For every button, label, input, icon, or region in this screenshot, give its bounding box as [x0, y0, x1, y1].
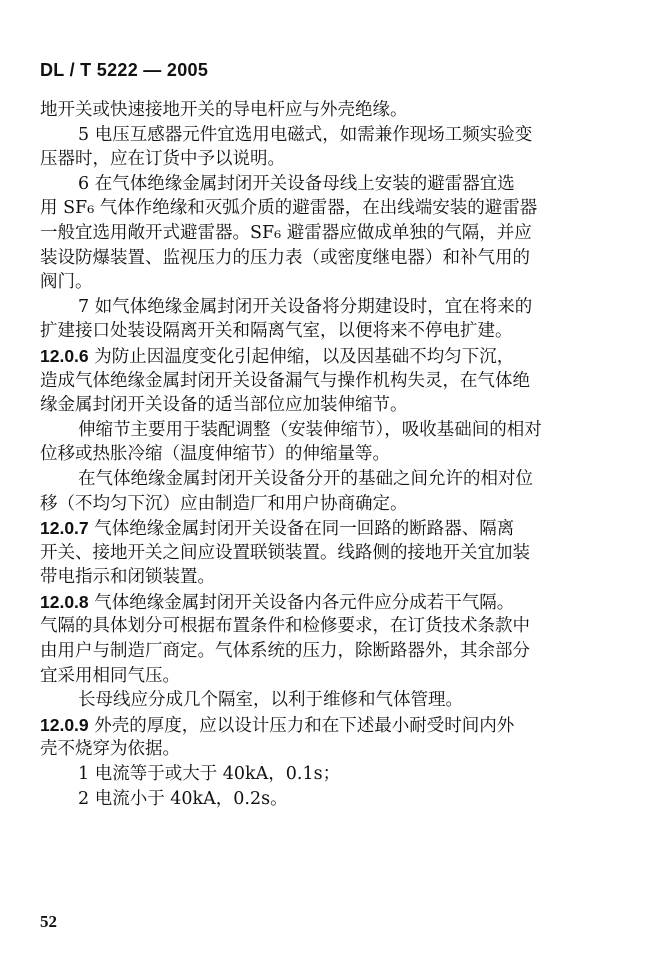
line-text: 7 如气体绝缘金属封闭开关设备将分期建设时，宜在将来的 [78, 296, 533, 317]
text-line [40, 737, 632, 762]
text-line [40, 787, 632, 812]
text-line [40, 246, 632, 271]
line-text: 用 SF₆ 气体作绝缘和灭弧介质的避雷器，在出线端安装的避雷器 [40, 198, 538, 219]
text-line [40, 688, 632, 713]
line-text: 带电指示和闭锁装置。 [40, 567, 215, 588]
line-text: 开关、接地开关之间应设置联锁装置。线路侧的接地开关宜加装 [40, 542, 530, 563]
line-text: 1 电流等于或大于 40kA，0.1s； [78, 764, 341, 785]
clause-number: 12.0.8 [40, 591, 89, 612]
line-text: 扩建接口处装设隔离开关和隔离气室，以便将来不停电扩建。 [40, 321, 513, 342]
document-code-header: DL / T 5222 — 2005 [40, 60, 209, 80]
text-line [40, 442, 632, 467]
text-line [40, 565, 632, 590]
text-line [40, 123, 632, 148]
text-line [40, 713, 632, 738]
clause-number: 12.0.9 [40, 714, 89, 735]
text-line [40, 98, 632, 123]
line-text: 在气体绝缘金属封闭开关设备分开的基础之间允许的相对位 [78, 468, 533, 489]
clause-number: 12.0.7 [40, 518, 89, 539]
line-text: 气体绝缘金属封闭开关设备在同一回路的断路器、隔离 [88, 519, 515, 540]
text-line [40, 319, 632, 344]
text-line [40, 393, 632, 418]
line-text: 伸缩节主要用于装配调整（安装伸缩节），吸收基础间的相对 [78, 419, 542, 440]
text-line [40, 467, 632, 492]
line-text: 5 电压互感器元件宜选用电磁式，如需兼作现场工频实验变 [78, 124, 533, 145]
body-text [40, 98, 632, 811]
text-line [40, 541, 632, 566]
line-text: 6 在气体绝缘金属封闭开关设备母线上安装的避雷器宜选 [78, 173, 515, 194]
text-line [40, 639, 632, 664]
text-line [40, 196, 632, 221]
line-text: 一般宜选用敞开式避雷器。SF₆ 避雷器应做成单独的气隔，并应 [40, 222, 532, 243]
text-line [40, 270, 632, 295]
line-text: 缘金属封闭开关设备的适当部位应加装伸缩节。 [40, 395, 408, 416]
line-text: 2 电流小于 40kA，0.2s。 [78, 788, 288, 809]
line-text: 宜采用相同气压。 [40, 665, 180, 686]
text-line [40, 369, 632, 394]
line-text: 造成气体绝缘金属封闭开关设备漏气与操作机构失灵，在气体绝 [40, 370, 530, 391]
line-text: 移（不均匀下沉）应由制造厂和用户协商确定。 [40, 493, 408, 514]
line-text: 由用户与制造厂商定。气体系统的压力，除断路器外，其余部分 [40, 641, 530, 662]
text-line [40, 221, 632, 246]
text-line [40, 762, 632, 787]
line-text: 长母线应分成几个隔室，以利于维修和气体管理。 [78, 690, 463, 711]
text-line [40, 295, 632, 320]
text-line [40, 516, 632, 541]
line-text: 外壳的厚度，应以设计压力和在下述最小耐受时间内外 [88, 715, 515, 736]
text-line [40, 614, 632, 639]
text-line [40, 492, 632, 517]
line-text: 阀门。 [40, 272, 93, 293]
page-number: 52 [40, 912, 57, 931]
line-text: 装设防爆装置、监视压力的压力表（或密度继电器）和补气用的 [40, 247, 530, 268]
line-text: 气体绝缘金属封闭开关设备内各元件应分成若干气隔。 [88, 592, 515, 613]
line-text: 壳不烧穿为依据。 [40, 739, 180, 760]
line-text: 地开关或快速接地开关的导电杆应与外壳绝缘。 [40, 100, 408, 120]
text-line [40, 590, 632, 615]
text-line [40, 664, 632, 689]
line-text: 气隔的具体划分可根据布置条件和检修要求，在订货技术条款中 [40, 616, 530, 637]
text-line [40, 147, 632, 172]
line-text: 位移或热胀冷缩（温度伸缩节）的伸缩量等。 [40, 444, 390, 465]
text-line [40, 418, 632, 443]
clause-number: 12.0.6 [40, 345, 89, 366]
text-line [40, 172, 632, 197]
line-text: 压器时，应在订货中予以说明。 [40, 149, 285, 170]
text-line [40, 344, 632, 369]
line-text: 为防止因温度变化引起伸缩，以及因基础不均匀下沉， [88, 346, 515, 367]
